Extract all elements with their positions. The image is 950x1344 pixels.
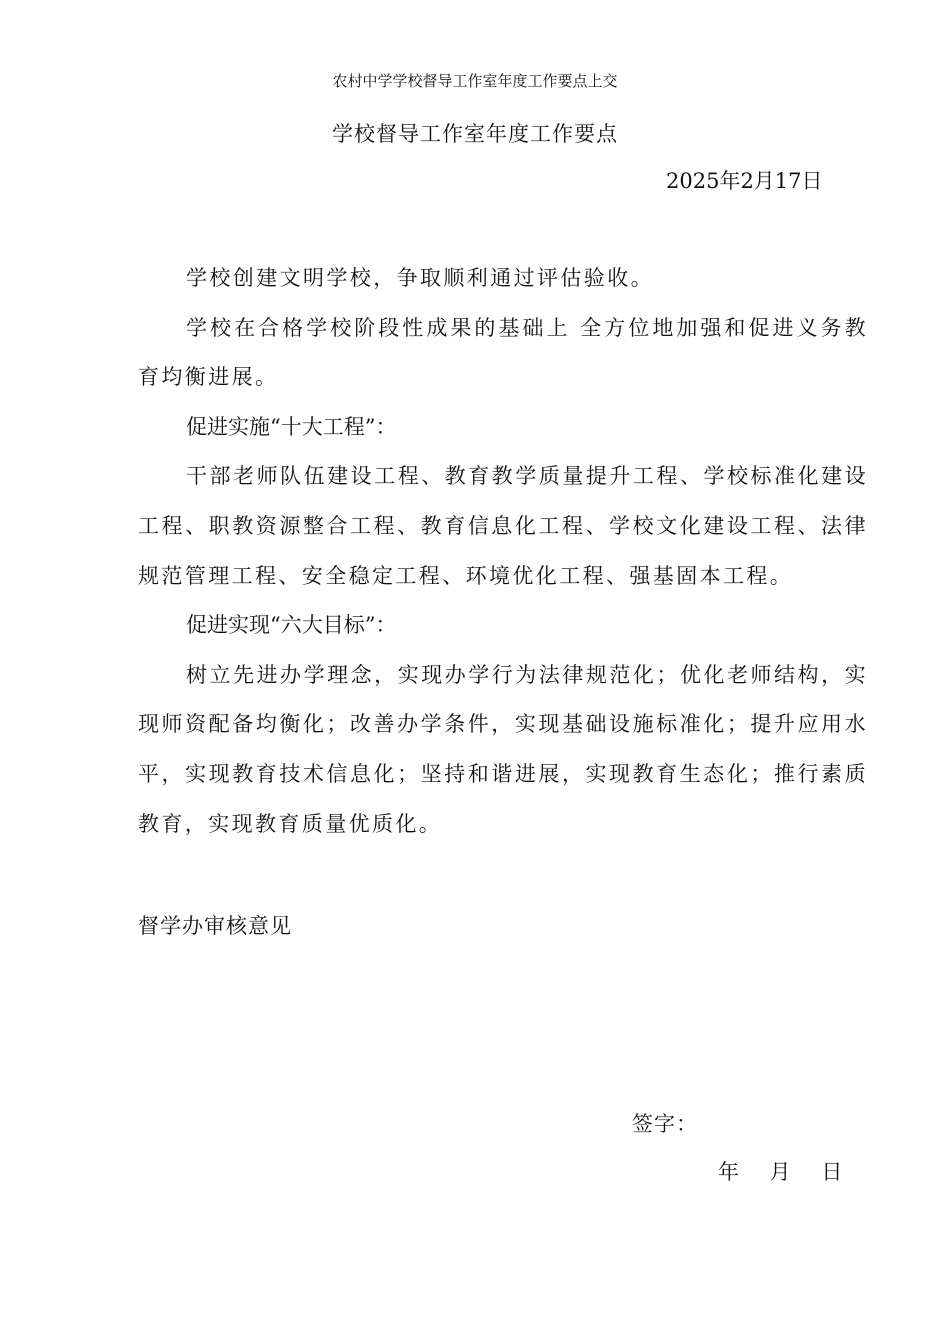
paragraph-ten-projects-heading: 促进实施“十大工程”： xyxy=(186,414,397,439)
document-body xyxy=(138,254,868,849)
paragraph-six-goals-heading: 促进实现“六大目标”： xyxy=(186,613,397,638)
document-title: 学校督导工作室年度工作要点 xyxy=(332,122,618,146)
signature-date: 年 月 日 xyxy=(718,1160,855,1184)
document-header: 农村中学学校督导工作室年度工作要点上交 xyxy=(332,72,618,90)
paragraph-civilized-school: 学校创建文明学校，争取顺利通过评估验收。 xyxy=(186,266,654,290)
review-opinion-label: 督学办审核意见 xyxy=(138,914,292,938)
paragraph-ten-projects-list: 干部老师队伍建设工程、教育教学质量提升工程、学校标准化建设工程、职教资源整合工程、教育信息化工程、学校文化建设工程、法律规范管理工程、安全稳定工程、环境优化工程、强基固本工程。 xyxy=(138,464,868,588)
signature-label: 签字： xyxy=(632,1112,698,1136)
paragraph-balanced-development: 学校在合格学校阶段性成果的基础上 全方位地加强和促进义务教育均衡进展。 xyxy=(138,315,868,390)
paragraph-six-goals-list: 树立先进办学理念，实现办学行为法律规范化；优化老师结构，实现师资配备均衡化；改善办学条件，实现基础设施标准化；提升应用水平，实现教育技术信息化；坚持和谐进展，实现教育生态化；推行素质教育，实现教育质量优质化。 xyxy=(138,662,868,836)
document-date: 2025年2月17日 xyxy=(666,169,823,193)
